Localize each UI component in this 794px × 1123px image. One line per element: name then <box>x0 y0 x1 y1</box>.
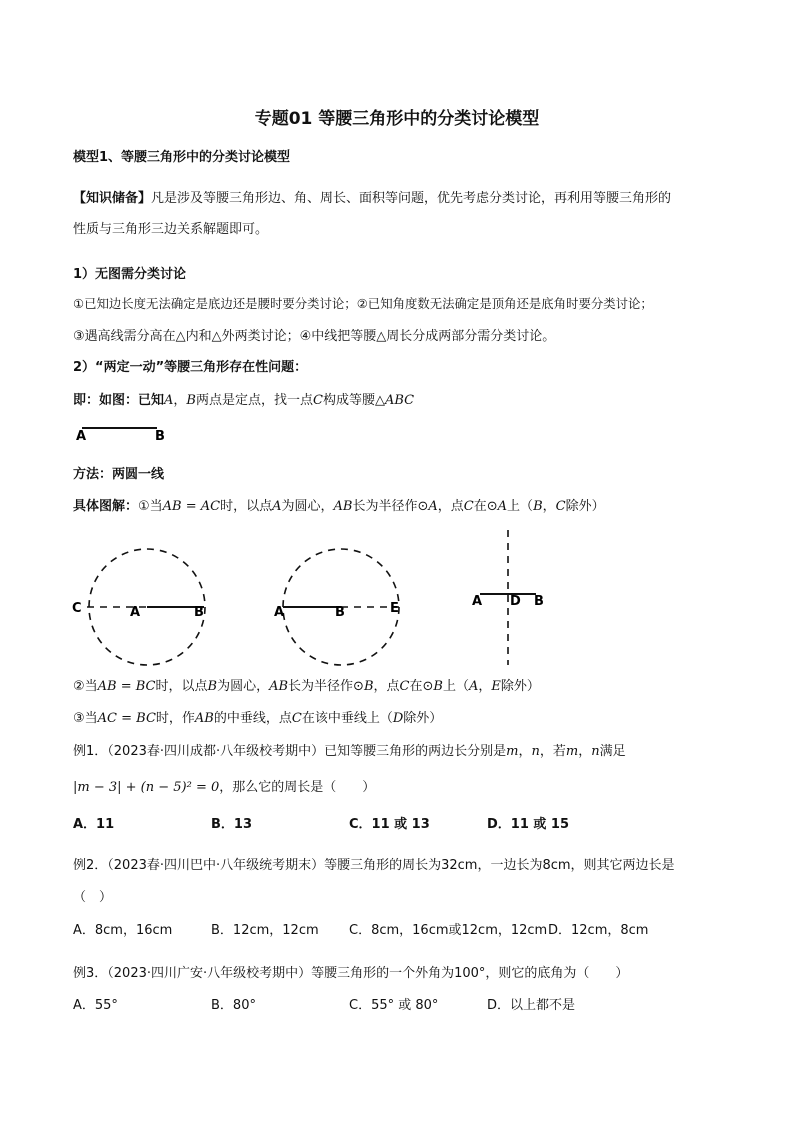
intro-prefix: 即：如图：已知 <box>73 393 165 408</box>
circle-figures <box>60 530 580 670</box>
fig2-label-e: E <box>390 601 399 616</box>
example1-formula: |m − 3| + (n − 5)² = 0 <box>73 780 220 795</box>
figure-circle-a <box>72 549 205 665</box>
detail-point-a2: A <box>428 499 438 514</box>
case2-text-9: 除外） <box>500 679 540 694</box>
detail-point-a: A <box>272 499 282 514</box>
case2-text-3: 为圆心， <box>217 679 270 694</box>
detail-equation: AB = AC <box>162 499 221 514</box>
case3-text-3: 的中垂线，点 <box>213 711 292 726</box>
case2-text-8: ， <box>478 679 492 694</box>
example2-line-2: （ ） <box>73 890 113 905</box>
example3-option-b[interactable]: B．80° <box>211 998 256 1013</box>
example3-option-c[interactable]: C．55° 或 80° <box>349 998 439 1013</box>
example1-option-a[interactable]: A．11 <box>73 817 115 832</box>
detail-point-c: C <box>463 499 474 514</box>
case3-text-5: 除外） <box>403 711 443 726</box>
intro-suffix: 构成等腰 <box>322 393 375 408</box>
intro-point-c: C <box>313 393 323 408</box>
example1-option-c[interactable]: C．11 或 13 <box>349 817 430 832</box>
knowledge-line-1 <box>73 187 671 206</box>
knowledge-label: 【知识储备】 <box>73 191 152 206</box>
model-heading: 模型1、等腰三角形中的分类讨论模型 <box>73 150 291 165</box>
case3-point-c: C <box>291 711 302 726</box>
example1-suffix: 满足 <box>599 744 626 759</box>
case2-text-5: ，点 <box>373 679 400 694</box>
fig1-label-b: B <box>194 605 204 620</box>
intro-triangle: △ABC <box>374 393 415 408</box>
case2-segment-ab: AB <box>269 679 289 694</box>
intro-comma: ， <box>173 393 187 408</box>
detail-text-6: 在⊙ <box>473 499 498 514</box>
case2-text-4: 长为半径作⊙ <box>288 679 364 694</box>
example2-option-d[interactable]: D．12cm，8cm <box>548 923 649 938</box>
fig3-label-d: D <box>510 594 521 609</box>
intro-mid: 两点是定点，找一点 <box>195 393 313 408</box>
case2-point-b3: B <box>433 679 443 694</box>
detail-segment-ab: AB <box>333 499 353 514</box>
detail-text-8: ， <box>542 499 556 514</box>
example2-option-a[interactable]: A．8cm，16cm <box>73 923 173 938</box>
detail-text-7: 上（ <box>507 499 534 514</box>
example2-option-b[interactable]: B．12cm，12cm <box>211 923 319 938</box>
case3-equation: AC = BC <box>97 711 156 726</box>
example1-var-n: n <box>531 744 540 759</box>
detail-text-5: ，点 <box>437 499 464 514</box>
fig2-label-b: B <box>335 605 345 620</box>
example1-question: ，那么它的周长是（ ） <box>219 780 376 795</box>
section1-heading: 1）无图需分类讨论 <box>73 267 187 282</box>
case2-text-2: 时，以点 <box>155 679 208 694</box>
example1-option-b[interactable]: B．13 <box>211 817 252 832</box>
figure-perpendicular-bisector <box>472 530 544 665</box>
example1-mid: ，若 <box>539 744 566 759</box>
example1-prefix: 例1．（2023春·四川成都·八年级校考期中）已知等腰三角形的两边长分别是 <box>73 744 507 759</box>
detail-text-2: 时，以点 <box>220 499 273 514</box>
example2-option-c[interactable]: C．8cm，16cm或12cm，12cm <box>349 923 548 938</box>
example1-comma-1: ， <box>518 744 532 759</box>
case3-segment-ab: AB <box>194 711 214 726</box>
method-line: 方法：两圆一线 <box>73 467 165 482</box>
section2-heading: 2）“两定一动”等腰三角形存在性问题： <box>73 360 308 375</box>
fig1-label-a: A <box>130 605 141 620</box>
intro-point-a: A <box>164 393 174 408</box>
case2-equation: AB = BC <box>97 679 156 694</box>
knowledge-text-1: 凡是涉及等腰三角形边、角、周长、面积等问题，优先考虑分类讨论，再利用等腰三角形的 <box>151 191 672 206</box>
case3-text-2: 时，作 <box>155 711 195 726</box>
fig3-label-b: B <box>534 594 544 609</box>
detail-line <box>73 495 605 514</box>
example1-var-m: m <box>506 744 519 759</box>
detail-text-3: 为圆心， <box>281 499 334 514</box>
example3-line-1: 例3．（2023·四川广安·八年级校考期中）等腰三角形的一个外角为100°，则它的底角为（ ） <box>73 966 629 981</box>
segment-ab-figure <box>70 418 180 448</box>
detail-text-9: 除外） <box>565 499 605 514</box>
segment-label-b: B <box>155 429 165 444</box>
example1-var-m2: m <box>565 744 579 759</box>
example3-option-a[interactable]: A．55° <box>73 998 118 1013</box>
case2-line <box>73 675 540 694</box>
section1-line-2: ③遇高线需分高在△内和△外两类讨论；④中线把等腰△周长分成两部分需分类讨论。 <box>73 329 556 344</box>
detail-label: 具体图解： <box>73 499 139 514</box>
detail-point-b: B <box>533 499 543 514</box>
case3-text-1: ③当 <box>73 711 98 726</box>
fig2-label-a: A <box>274 605 285 620</box>
page-title: 专题01 等腰三角形中的分类讨论模型 <box>254 109 540 129</box>
example3-option-d[interactable]: D．以上都不是 <box>487 998 576 1013</box>
section2-intro <box>73 389 414 408</box>
case3-text-4: 在该中垂线上（ <box>301 711 393 726</box>
case2-point-a: A <box>468 679 479 694</box>
fig3-label-a: A <box>472 594 483 609</box>
detail-point-a3: A <box>497 499 508 514</box>
section1-line-1: ①已知边长度无法确定是底边还是腰时要分类讨论；②已知角度数无法确定是顶角还是底角时要分类讨论； <box>73 296 653 311</box>
case2-point-c: C <box>399 679 410 694</box>
segment-label-a: A <box>76 429 87 444</box>
example1-var-n2: n <box>591 744 600 759</box>
example1-line-2 <box>73 776 375 795</box>
case2-text-6: 在⊙ <box>409 679 434 694</box>
case2-text-1: ②当 <box>73 679 98 694</box>
example1-option-d[interactable]: D．11 或 15 <box>487 817 570 832</box>
case3-line <box>73 707 442 726</box>
case2-point-b2: B <box>363 679 374 694</box>
detail-text-4: 长为半径作⊙ <box>352 499 429 514</box>
fig1-label-c: C <box>72 601 82 616</box>
detail-point-c2: C <box>555 499 566 514</box>
example1-comma-2: ， <box>578 744 592 759</box>
example2-line-1: 例2．（2023春·四川巴中·八年级统考期末）等腰三角形的周长为32cm，一边长为8cm，则其它两边长是 <box>73 858 675 873</box>
case2-text-7: 上（ <box>442 679 469 694</box>
intro-point-b: B <box>186 393 196 408</box>
case2-point-b: B <box>207 679 218 694</box>
example1-line-1 <box>73 740 626 759</box>
figure-circle-b <box>274 549 399 665</box>
case2-point-e: E <box>491 679 501 694</box>
knowledge-text-2: 性质与三角形三边关系解题即可。 <box>73 222 269 237</box>
detail-text-1: ①当 <box>138 499 163 514</box>
case3-point-d: D <box>392 711 404 726</box>
